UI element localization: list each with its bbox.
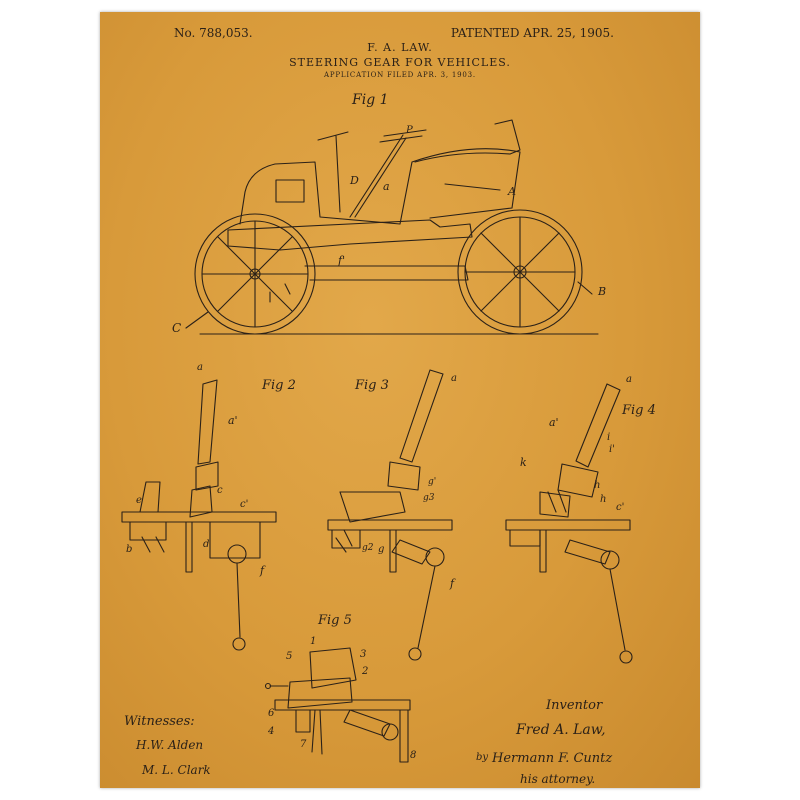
running-board — [305, 266, 468, 280]
ref-label: c' — [240, 499, 249, 510]
ref-label: g — [378, 544, 385, 555]
inventor-name-header: F. A. LAW. — [367, 41, 433, 54]
ref-label: P — [406, 125, 413, 136]
figure-5 — [266, 613, 417, 762]
tiller-lever — [318, 132, 348, 212]
ref-label: C — [172, 321, 182, 335]
ref-label: g3 — [423, 493, 435, 503]
patent-title: STEERING GEAR FOR VEHICLES. — [289, 56, 511, 69]
patent-drawing — [100, 12, 700, 788]
front-wheel — [195, 214, 315, 334]
bracket-plate — [506, 520, 630, 530]
ref-label: c — [217, 485, 223, 496]
figure-1 — [172, 92, 606, 335]
figure-4 — [506, 374, 656, 663]
ref-label: k — [520, 456, 527, 469]
ref-label: i' — [609, 444, 615, 455]
ref-label: 3 — [360, 649, 367, 660]
ref-label: a — [383, 180, 390, 193]
ref-label: 8 — [410, 750, 417, 761]
figure-2 — [122, 362, 296, 650]
ref-label: a' — [549, 416, 559, 429]
ref-label: a — [197, 362, 203, 373]
application-filed: APPLICATION FILED APR. 3, 1903. — [324, 71, 476, 79]
bracket-plate — [328, 520, 452, 530]
ref-label: 4 — [268, 726, 275, 737]
hood-window — [276, 180, 304, 202]
ref-label: f — [260, 564, 265, 577]
witnesses-heading: Witnesses: — [124, 714, 195, 729]
ref-label: g2 — [362, 543, 374, 553]
ref-label: B — [598, 285, 607, 298]
ref-label: A — [508, 185, 516, 198]
patent-number: No. 788,053. — [174, 26, 253, 40]
ref-label: g' — [428, 477, 437, 487]
witnesses-block — [124, 714, 211, 777]
figure-5-label: Fig 5 — [318, 613, 352, 628]
ref-label: 7 — [300, 739, 307, 750]
ref-label: 5 — [286, 651, 293, 662]
vehicle-frame — [228, 220, 472, 250]
gear-housing — [310, 648, 356, 688]
steering-post — [198, 380, 217, 464]
figure-1-label: Fig 1 — [352, 92, 389, 108]
ref-label: a' — [228, 414, 238, 427]
figure-2-label: Fig 2 — [262, 378, 296, 393]
inventor-signature: Fred A. Law, — [516, 722, 606, 738]
ref-label: f' — [338, 254, 346, 267]
ref-label: D — [350, 174, 359, 187]
lever-f — [418, 566, 435, 648]
witness-signature: H.W. Alden — [136, 738, 204, 752]
by-label: by — [476, 752, 489, 763]
ref-label: h — [600, 494, 607, 505]
ref-label: c' — [616, 502, 625, 513]
figure-3-label: Fig 3 — [355, 378, 389, 393]
lever-f — [237, 563, 240, 637]
ref-label: f — [450, 577, 455, 590]
rear-wheel — [458, 210, 582, 334]
lever-f — [610, 569, 625, 650]
ref-label: a — [626, 374, 632, 385]
inventor-heading: Inventor — [546, 698, 603, 713]
ref-label: 2 — [362, 666, 369, 677]
ref-label: i — [607, 432, 611, 443]
ref-label: 1 — [310, 636, 317, 647]
ref-label: d — [203, 539, 210, 550]
patented-date: PATENTED APR. 25, 1905. — [450, 26, 614, 40]
ref-label: e — [136, 495, 142, 506]
steering-post — [400, 370, 443, 462]
ref-label: b — [126, 544, 133, 555]
patent-poster — [100, 12, 700, 788]
bracket-plate — [122, 512, 276, 522]
ref-label: h — [594, 480, 601, 491]
witness-signature: M. L. Clark — [142, 763, 211, 777]
attorney-signature: Hermann F. Cuntz — [492, 751, 613, 766]
figure-4-label: Fig 4 — [622, 403, 656, 418]
attorney-label: his attorney. — [520, 772, 596, 786]
inventor-block — [476, 698, 612, 786]
bracket-plate — [275, 700, 410, 710]
ref-label: 6 — [268, 708, 275, 719]
ref-label: a — [451, 373, 457, 384]
